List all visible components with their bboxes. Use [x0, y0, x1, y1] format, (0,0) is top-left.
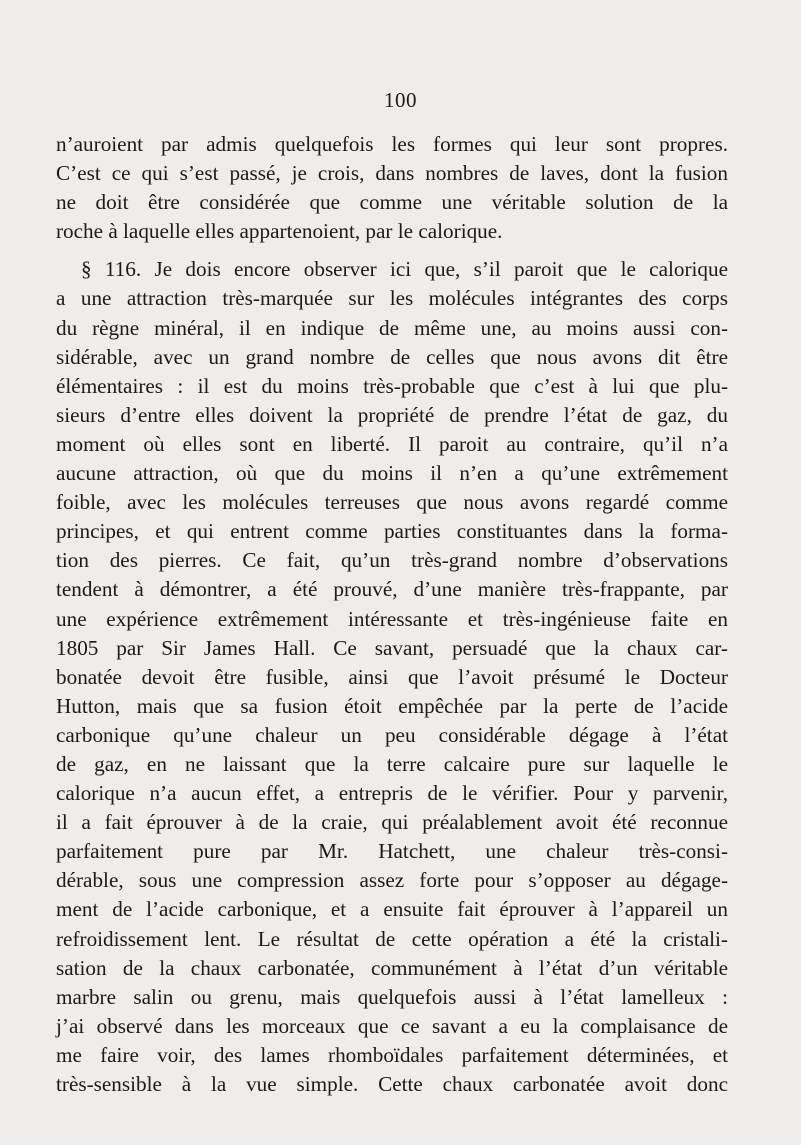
text-line: élémentaires : il est du moins très-probable que c’est à lui que plu-	[56, 373, 728, 398]
text-line: de gaz, en ne laissant que la terre calcaire pure sur laquelle le	[56, 751, 728, 776]
text-line: sieurs d’entre elles doivent la propriété de prendre l’état de gaz, du	[56, 402, 728, 427]
text-line: ne doit être considérée que comme une véritable solution de la	[56, 190, 728, 215]
text-line: Hutton, mais que sa fusion étoit empêchée par la perte de l’acide	[56, 693, 728, 718]
text-line: dérable, sous une compression assez forte pour s’opposer au dégage-	[56, 868, 728, 893]
text-line: C’est ce qui s’est passé, je crois, dans nombres de laves, dont la fusion	[56, 161, 728, 186]
body-text	[56, 130, 728, 1099]
text-line: foible, avec les molécules terreuses que nous avons regardé comme	[56, 490, 728, 515]
text-line: il a fait éprouver à de la craie, qui préalablement avoit été reconnue	[56, 810, 728, 835]
text-line: du règne minéral, il en indique de même une, au moins aussi con-	[56, 315, 728, 340]
text-line: une expérience extrêmement intéressante et très-ingénieuse faite en	[56, 606, 728, 631]
text-line: tion des pierres. Ce fait, qu’un très-grand nombre d’observations	[56, 548, 728, 573]
text-line: calorique n’a aucun effet, a entrepris de le vérifier. Pour y parvenir,	[56, 781, 728, 806]
text-line: principes, et qui entrent comme parties constituantes dans la forma-	[56, 519, 728, 544]
text-line: très-sensible à la vue simple. Cette chaux carbonatée avoit donc	[56, 1072, 728, 1096]
text-line: parfaitement pure par Mr. Hatchett, une chaleur très-consi-	[56, 839, 728, 864]
paragraph-1	[56, 130, 728, 246]
text-line: a une attraction très-marquée sur les molécules intégrantes des corps	[56, 286, 728, 311]
text-line: marbre salin ou grenu, mais quelquefois aussi à l’état lamelleux :	[56, 984, 728, 1009]
text-line: j’ai observé dans les morceaux que ce savant a eu la complaisance de	[56, 1013, 728, 1038]
text-line: § 116. Je dois encore observer ici que, s’il paroit que le calorique	[81, 257, 728, 282]
text-line: n’auroient par admis quelquefois les formes qui leur sont propres.	[56, 132, 728, 156]
text-line: sidérable, avec un grand nombre de celles que nous avons dit être	[56, 344, 728, 369]
text-line: me faire voir, des lames rhomboïdales parfaitement déterminées, et	[56, 1042, 728, 1067]
text-line: 1805 par Sir James Hall. Ce savant, persuadé que la chaux car-	[56, 635, 728, 660]
text-line: carbonique qu’une chaleur un peu considérable dégage à l’état	[56, 722, 728, 747]
text-line: sation de la chaux carbonatée, communément à l’état d’un véritable	[56, 955, 728, 980]
text-line: bonatée devoit être fusible, ainsi que l’avoit présumé le Docteur	[56, 664, 728, 689]
text-line: moment où elles sont en liberté. Il paroit au contraire, qu’il n’a	[56, 431, 728, 456]
text-line: ment de l’acide carbonique, et a ensuite fait éprouver à l’appareil un	[56, 897, 728, 922]
text-line: tendent à démontrer, a été prouvé, d’une manière très-frappante, par	[56, 577, 728, 602]
text-line: refroidissement lent. Le résultat de cette opération a été la cristali-	[56, 926, 728, 951]
paragraph-2	[56, 255, 728, 1099]
page-number: 100	[384, 88, 417, 112]
text-line: aucune attraction, où que du moins il n’en a qu’une extrêmement	[56, 461, 728, 486]
text-line: roche à laquelle elles appartenoient, par le calorique.	[56, 219, 503, 244]
